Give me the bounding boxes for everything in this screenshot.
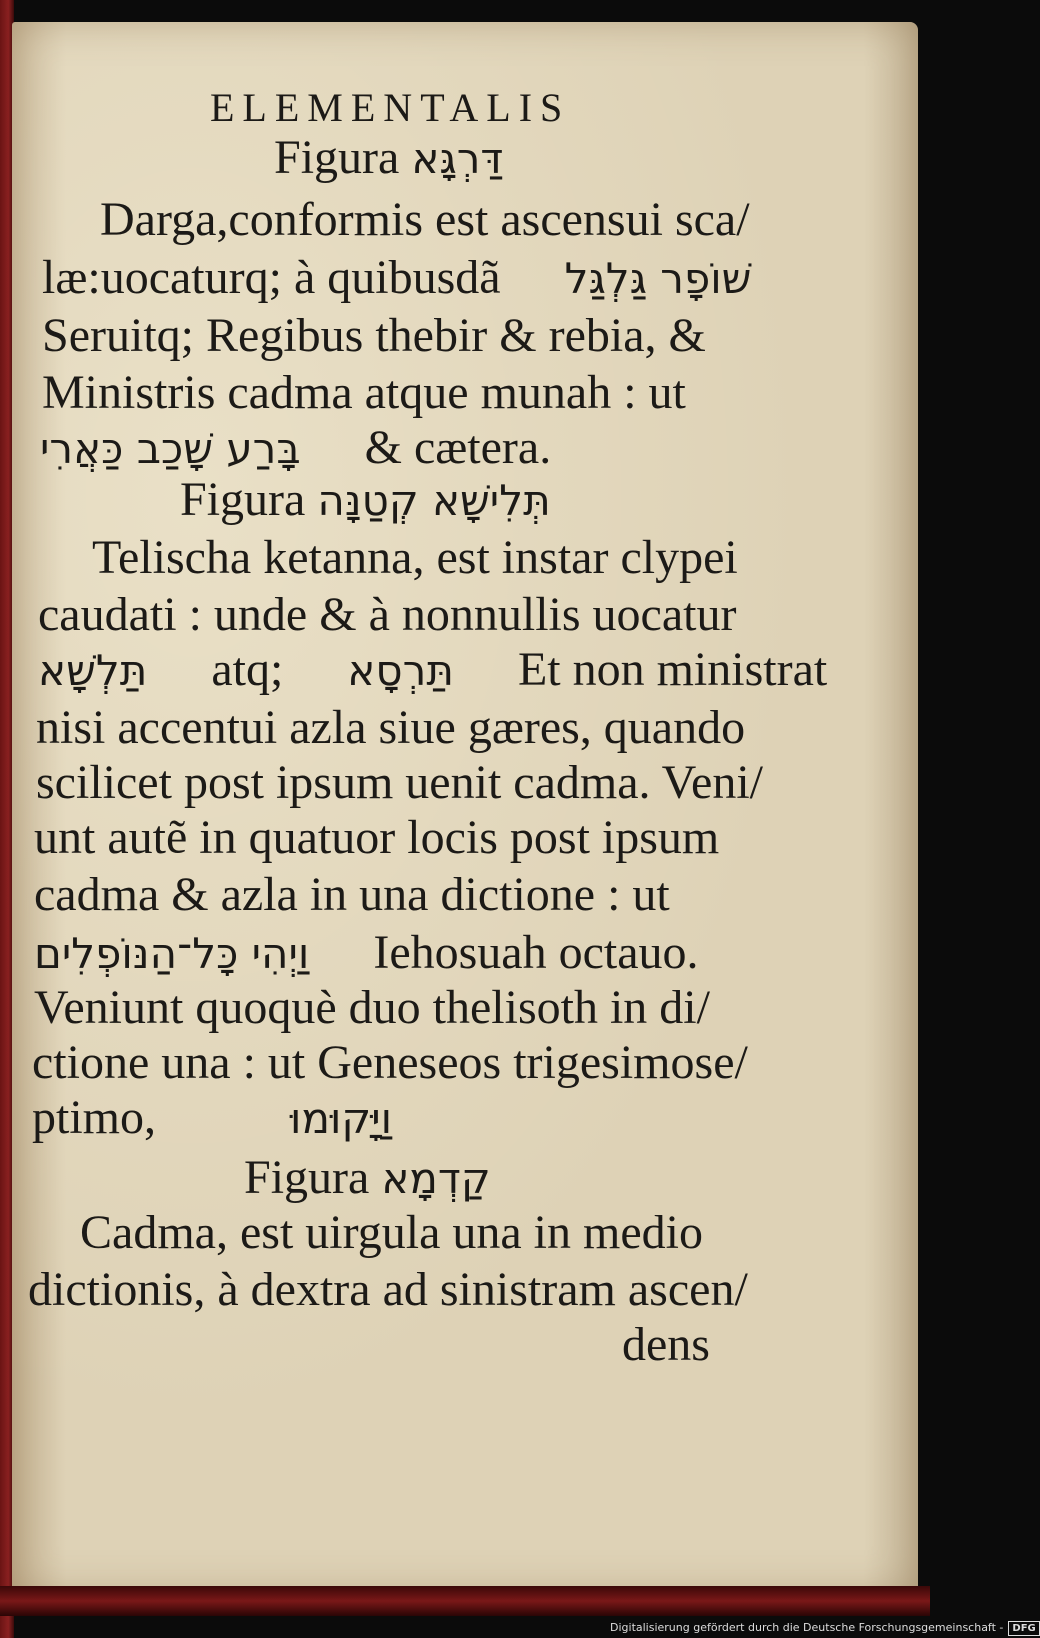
text-line-15: ctione una : ut Geneseos trigesimose/ (32, 1036, 748, 1089)
latin-text: atq; (211, 643, 284, 696)
text-line-4: Ministris cadma atque munah : ut (42, 366, 686, 419)
footer-credit: Digitalisierung gefördert durch die Deutsche Forschungsgemeinschaft - (610, 1621, 1004, 1634)
hebrew-text: וַיָּקוּמוּ (290, 1094, 393, 1143)
text-line-10: scilicet post ipsum uenit cadma. Veni/ (36, 756, 763, 809)
latin-text: & cætera. (364, 421, 552, 474)
text-line-16 (32, 1090, 392, 1147)
figure-label: Figura (274, 131, 400, 184)
text-line-9: nisi accentui azla siue gæres, quando (36, 701, 746, 754)
text-line-6: Telischa ketanna, est instar clypei (92, 531, 738, 584)
latin-text: læ:uocaturq; à quibusdã (42, 251, 501, 304)
hebrew-text: שׁוֹפָר גַּלְגַּל (564, 254, 752, 303)
text-line-13 (34, 925, 699, 982)
hebrew-word-darga: דַּרְגָּא (411, 134, 504, 183)
latin-text: Iehosuah octauo. (373, 926, 699, 979)
running-head: ELEMENTALIS (210, 85, 571, 130)
catchword: dens (622, 1318, 710, 1371)
figure-heading-cadma (244, 1150, 491, 1207)
text-line-8 (38, 642, 827, 699)
text-line-1: Darga,conformis est ascensui sca/ (100, 193, 750, 246)
hebrew-text: תַּרְסָא (347, 646, 454, 695)
text-line-18: dictionis, à dextra ad sinistram ascen/ (28, 1263, 748, 1316)
digitization-footer (610, 1618, 1036, 1638)
figure-label: Figura (244, 1151, 370, 1204)
text-line-2 (42, 250, 751, 307)
latin-text: ptimo, (32, 1091, 157, 1144)
figure-label: Figura (180, 473, 306, 526)
text-line-5 (40, 420, 551, 477)
book-cover-edge (0, 1586, 930, 1616)
text-line-7: caudati : unde & à nonnullis uocatur (38, 588, 737, 641)
text-line-17: Cadma, est uirgula una in medio (80, 1206, 703, 1259)
dfg-logo: DFG (1008, 1621, 1039, 1636)
text-line-14: Veniunt quoquè duo thelisoth in di/ (34, 981, 710, 1034)
hebrew-text: וַיְהִי כָּל־הַנּוֹפְלִים (34, 929, 310, 978)
text-line-3: Seruitq; Regibus thebir & rebia, & (42, 309, 706, 362)
hebrew-text: בָּרַע שָׁכַב כַּאֲרִי (40, 424, 301, 473)
latin-text: Et non ministrat (517, 643, 828, 696)
text-line-12: cadma & azla in una dictione : ut (34, 868, 670, 921)
text-line-11: unt autẽ in quatuor locis post ipsum (34, 811, 720, 864)
hebrew-word-telischa: תְּלִישָׁא קְטַנָּה (317, 476, 551, 525)
figure-heading-darga (274, 130, 503, 187)
hebrew-text: תַּלְשָׁא (38, 646, 148, 695)
book-page (12, 22, 918, 1594)
hebrew-word-cadma: קַדְמָא (381, 1154, 491, 1203)
figure-heading-telischa (180, 472, 551, 529)
